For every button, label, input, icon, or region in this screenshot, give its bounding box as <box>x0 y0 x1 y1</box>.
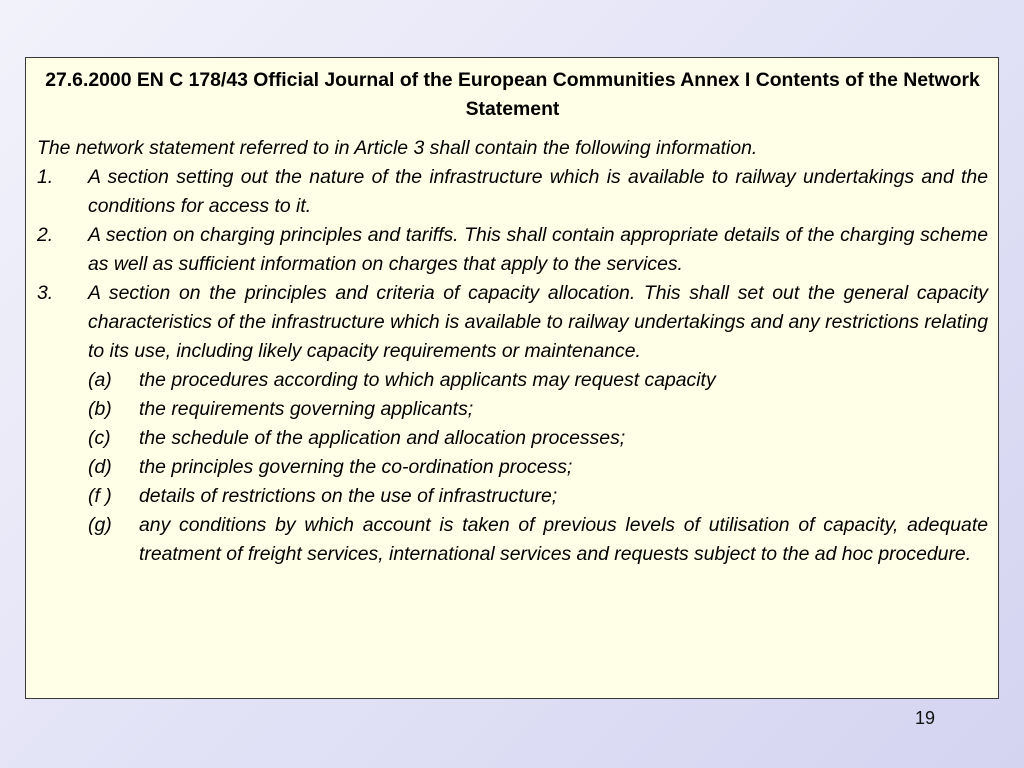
sublist-text: any conditions by which account is taken of previous levels of utilisation of capacity, adequate treatment of freight services, international services and requests subject to the ad hoc procedure. <box>139 514 988 565</box>
list-item-2 <box>37 221 988 279</box>
sublist-label: (f ) <box>88 485 112 507</box>
sublist-text: the procedures according to which applicants may request capacity <box>139 369 716 391</box>
list-item-text: A section on the principles and criteria of capacity allocation. This shall set out the general capacity characteristics of the infrastructure which is available to railway undertakings and any restrictions relating to its use, including likely capacity requirements or maintenance. <box>88 282 988 362</box>
sublist-label: (a) <box>88 369 112 391</box>
sublist-text: the requirements governing applicants; <box>139 398 474 420</box>
sublist-label: (c) <box>88 427 111 449</box>
page-number: 19 <box>914 708 936 728</box>
slide-title: 27.6.2000 EN C 178/43 Official Journal of the European Communities Annex I Contents of the Network Statement <box>45 69 980 120</box>
sublist-label: (b) <box>88 398 112 420</box>
sublist-label: (g) <box>88 514 112 536</box>
sublist-text: details of restrictions on the use of infrastructure; <box>139 485 558 507</box>
sublist-item-f <box>88 482 988 511</box>
intro-text: The network statement referred to in Article 3 shall contain the following information. <box>37 137 758 159</box>
list-item-1 <box>37 163 988 221</box>
sublist-item-d <box>88 453 988 482</box>
sublist-item-c <box>88 424 988 453</box>
slide-content-box <box>25 57 999 699</box>
list-item-body <box>88 279 988 569</box>
list-item-text: A section setting out the nature of the infrastructure which is available to railway undertakings and the conditions for access to it. <box>88 166 988 217</box>
sublist-text: the principles governing the co-ordination process; <box>139 456 573 478</box>
list-item-number: 3. <box>37 282 54 304</box>
sublist-item-g <box>88 511 988 569</box>
numbered-list <box>37 163 988 569</box>
sublist-item-a <box>88 366 988 395</box>
list-item-number: 1. <box>37 166 54 188</box>
sublist-text: the schedule of the application and allocation processes; <box>139 427 626 449</box>
list-item-text: A section on charging principles and tariffs. This shall contain appropriate details of the charging scheme as well as sufficient information on charges that apply to the services. <box>88 224 988 275</box>
sublist-label: (d) <box>88 456 112 478</box>
list-item-3 <box>37 279 988 569</box>
sublist-item-b <box>88 395 988 424</box>
list-item-number: 2. <box>37 224 54 246</box>
